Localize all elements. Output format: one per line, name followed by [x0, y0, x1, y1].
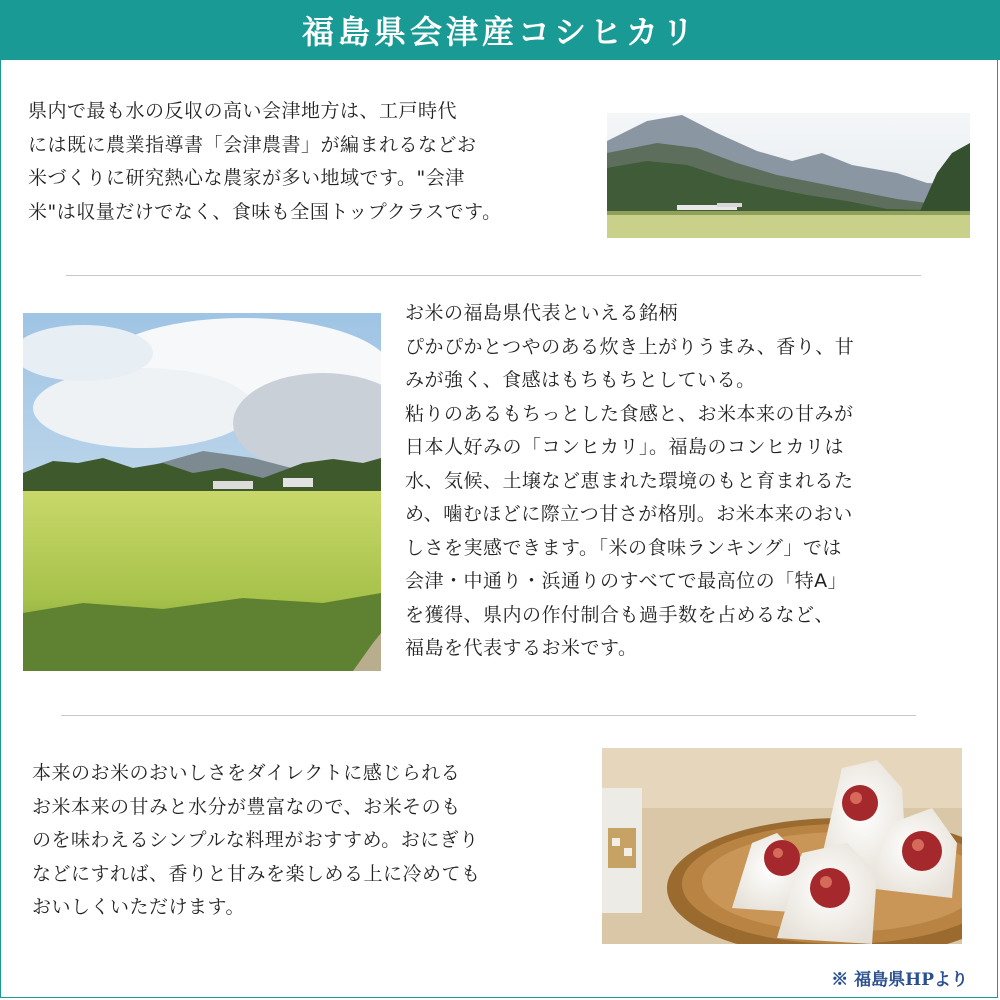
page-header: [0, 0, 1000, 60]
source-note: ※ 福島県HPより: [831, 970, 968, 990]
text-line: みが強く、食感はもちもちとしている。: [405, 369, 756, 391]
text-line: 本来のお米のおいしさをダイレクトに感じられる: [32, 762, 461, 784]
text-line: 日本人好みの「コンヒカリ」。福島のコンヒカリは: [405, 436, 845, 458]
section-divider: [61, 715, 916, 716]
text-line: おいしくいただけます。: [32, 896, 245, 918]
text-line: 米"は収量だけでなく、食味も全国トップクラスです。: [28, 200, 502, 223]
text-line: 県内で最も水の反収の高い会津地方は、工戸時代: [28, 100, 458, 122]
mountain-landscape-photo: [607, 113, 970, 238]
text-line: 会津・中通り・浜通りのすべてで最高位の「特A」: [405, 570, 848, 592]
text-line: には既に農業指導書「会津農書」が編まれるなどお: [28, 133, 477, 156]
text-line: しさを実感できます。「米の食味ランキング」では: [405, 536, 842, 559]
text-line: 米づくりに研究熱心な農家が多い地域です。"会津: [28, 167, 465, 189]
text-line: 水、気候、土壌など恵まれた環境のもと育まれるた: [405, 469, 854, 492]
text-line: 粘りのあるもちっとした食感と、お米本来の甘みが: [405, 402, 854, 425]
intro-text: [28, 95, 502, 229]
page-title: 福島県会津産コシヒカリ: [301, 13, 698, 51]
text-line: 福島を代表するお米です。: [405, 637, 638, 659]
serving-suggestion-text: [32, 757, 481, 925]
text-line: のを味わえるシンプルな料理がおすすめ。おにぎり: [32, 829, 479, 851]
text-line: などにすれば、香りと甘みを楽しめる上に冷めても: [32, 862, 481, 885]
text-line: お米の福島県代表といえる銘柄: [405, 302, 679, 324]
text-line: お米本来の甘みと水分が豊富なので、お米そのも: [32, 795, 461, 818]
text-line: ぴかぴかとつやのある炊き上がりうまみ、香り、甘: [405, 335, 855, 358]
brand-description: [405, 297, 854, 666]
onigiri-photo: [602, 748, 962, 944]
rice-field-photo: [23, 313, 381, 671]
section-divider: [66, 275, 921, 276]
text-line: を獲得、県内の作付制合も過手数を占めるなど、: [405, 603, 835, 626]
text-line: め、噛むほどに際立つ甘さが格別。お米本来のおい: [405, 503, 853, 525]
